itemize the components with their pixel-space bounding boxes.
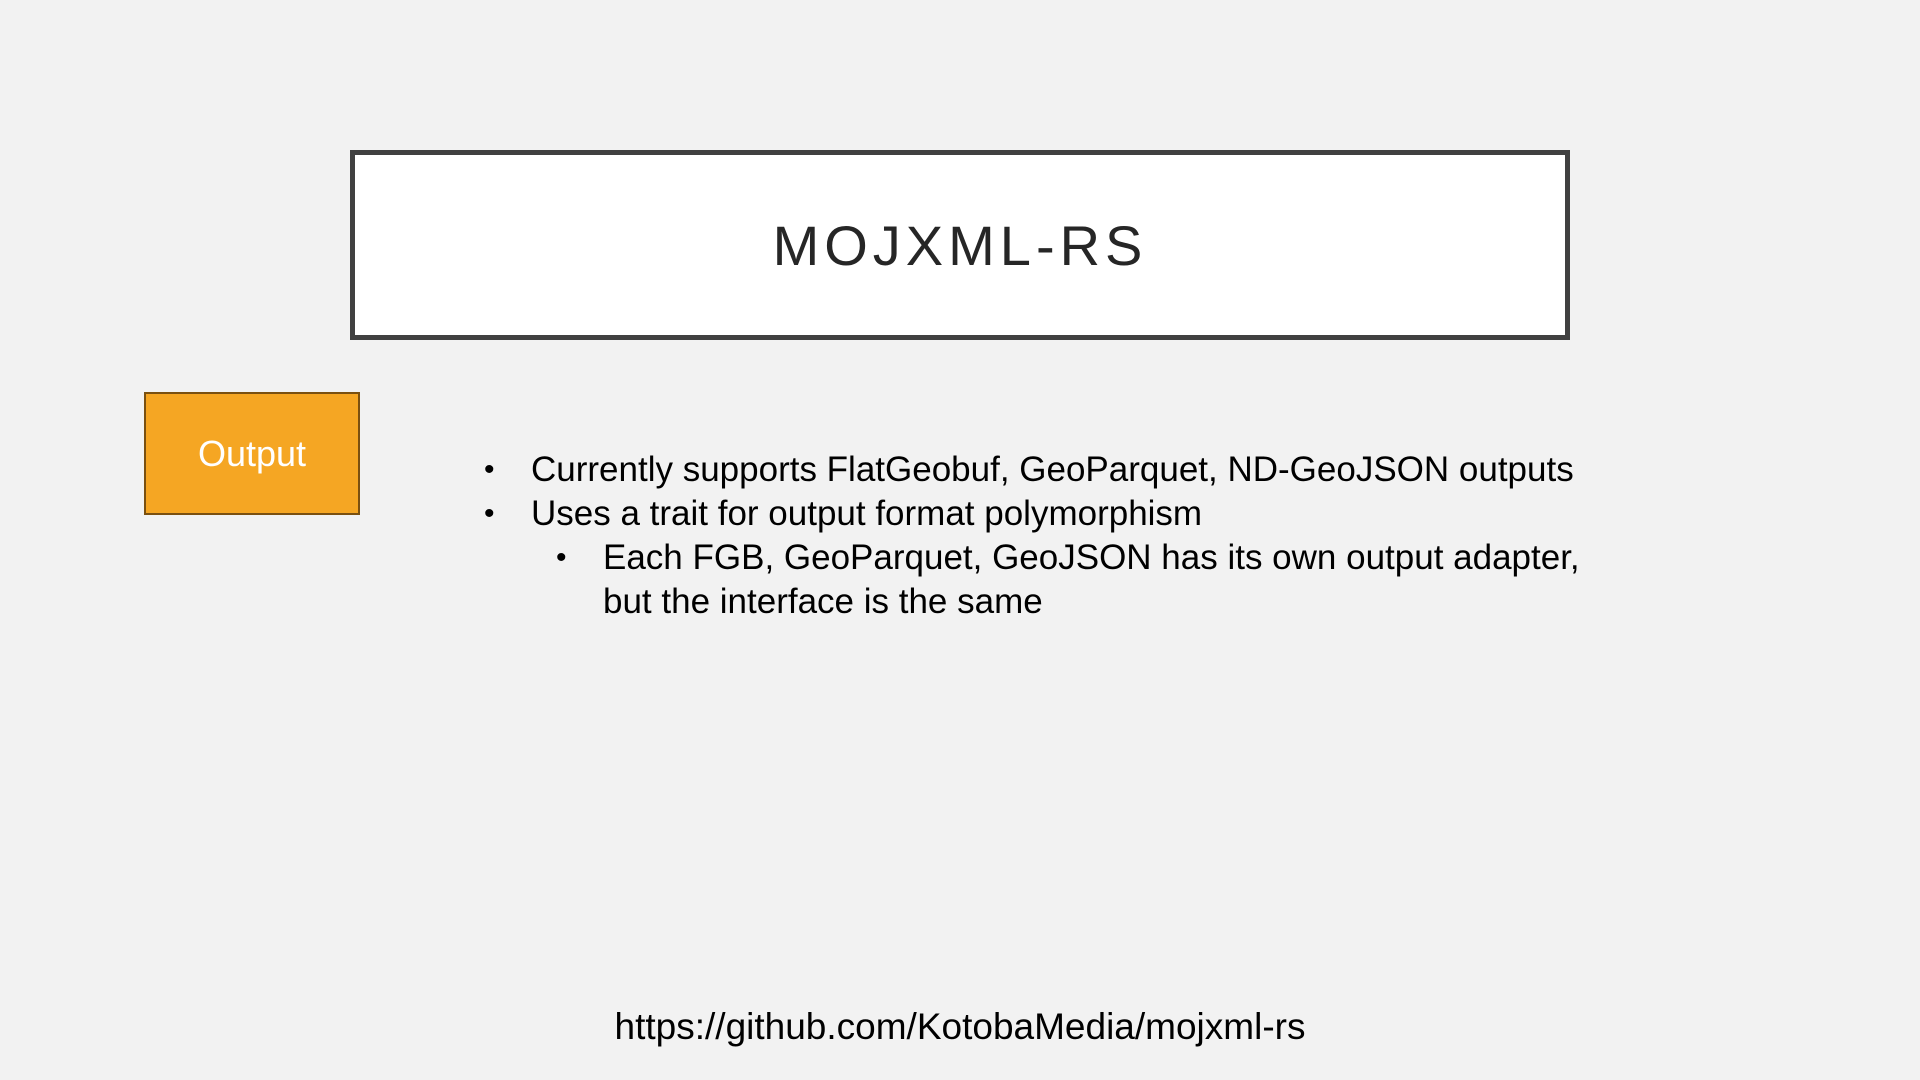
bullet-dot-icon: • [484, 497, 495, 530]
bullet-text: Currently supports FlatGeobuf, GeoParquet, ND-GeoJSON outputs [531, 450, 1574, 489]
title-box [350, 150, 1570, 340]
bullet-item [480, 448, 1600, 492]
bullet-dot-icon: • [484, 453, 495, 486]
bullet-text: Uses a trait for output format polymorphism [531, 494, 1203, 533]
bullet-list [480, 448, 1600, 624]
github-url-link[interactable]: https://github.com/KotobaMedia/mojxml-rs [614, 1006, 1306, 1047]
bullet-item [480, 492, 1600, 536]
bullet-text: Each FGB, GeoParquet, GeoJSON has its own output adapter, but the interface is the same [603, 538, 1580, 621]
output-section-tag [144, 392, 360, 515]
sub-bullet-item [552, 536, 1600, 624]
output-tag-label: Output [197, 432, 307, 474]
slide-title: MOJXML-RS [772, 213, 1148, 277]
bullet-dot-icon: • [556, 541, 567, 574]
